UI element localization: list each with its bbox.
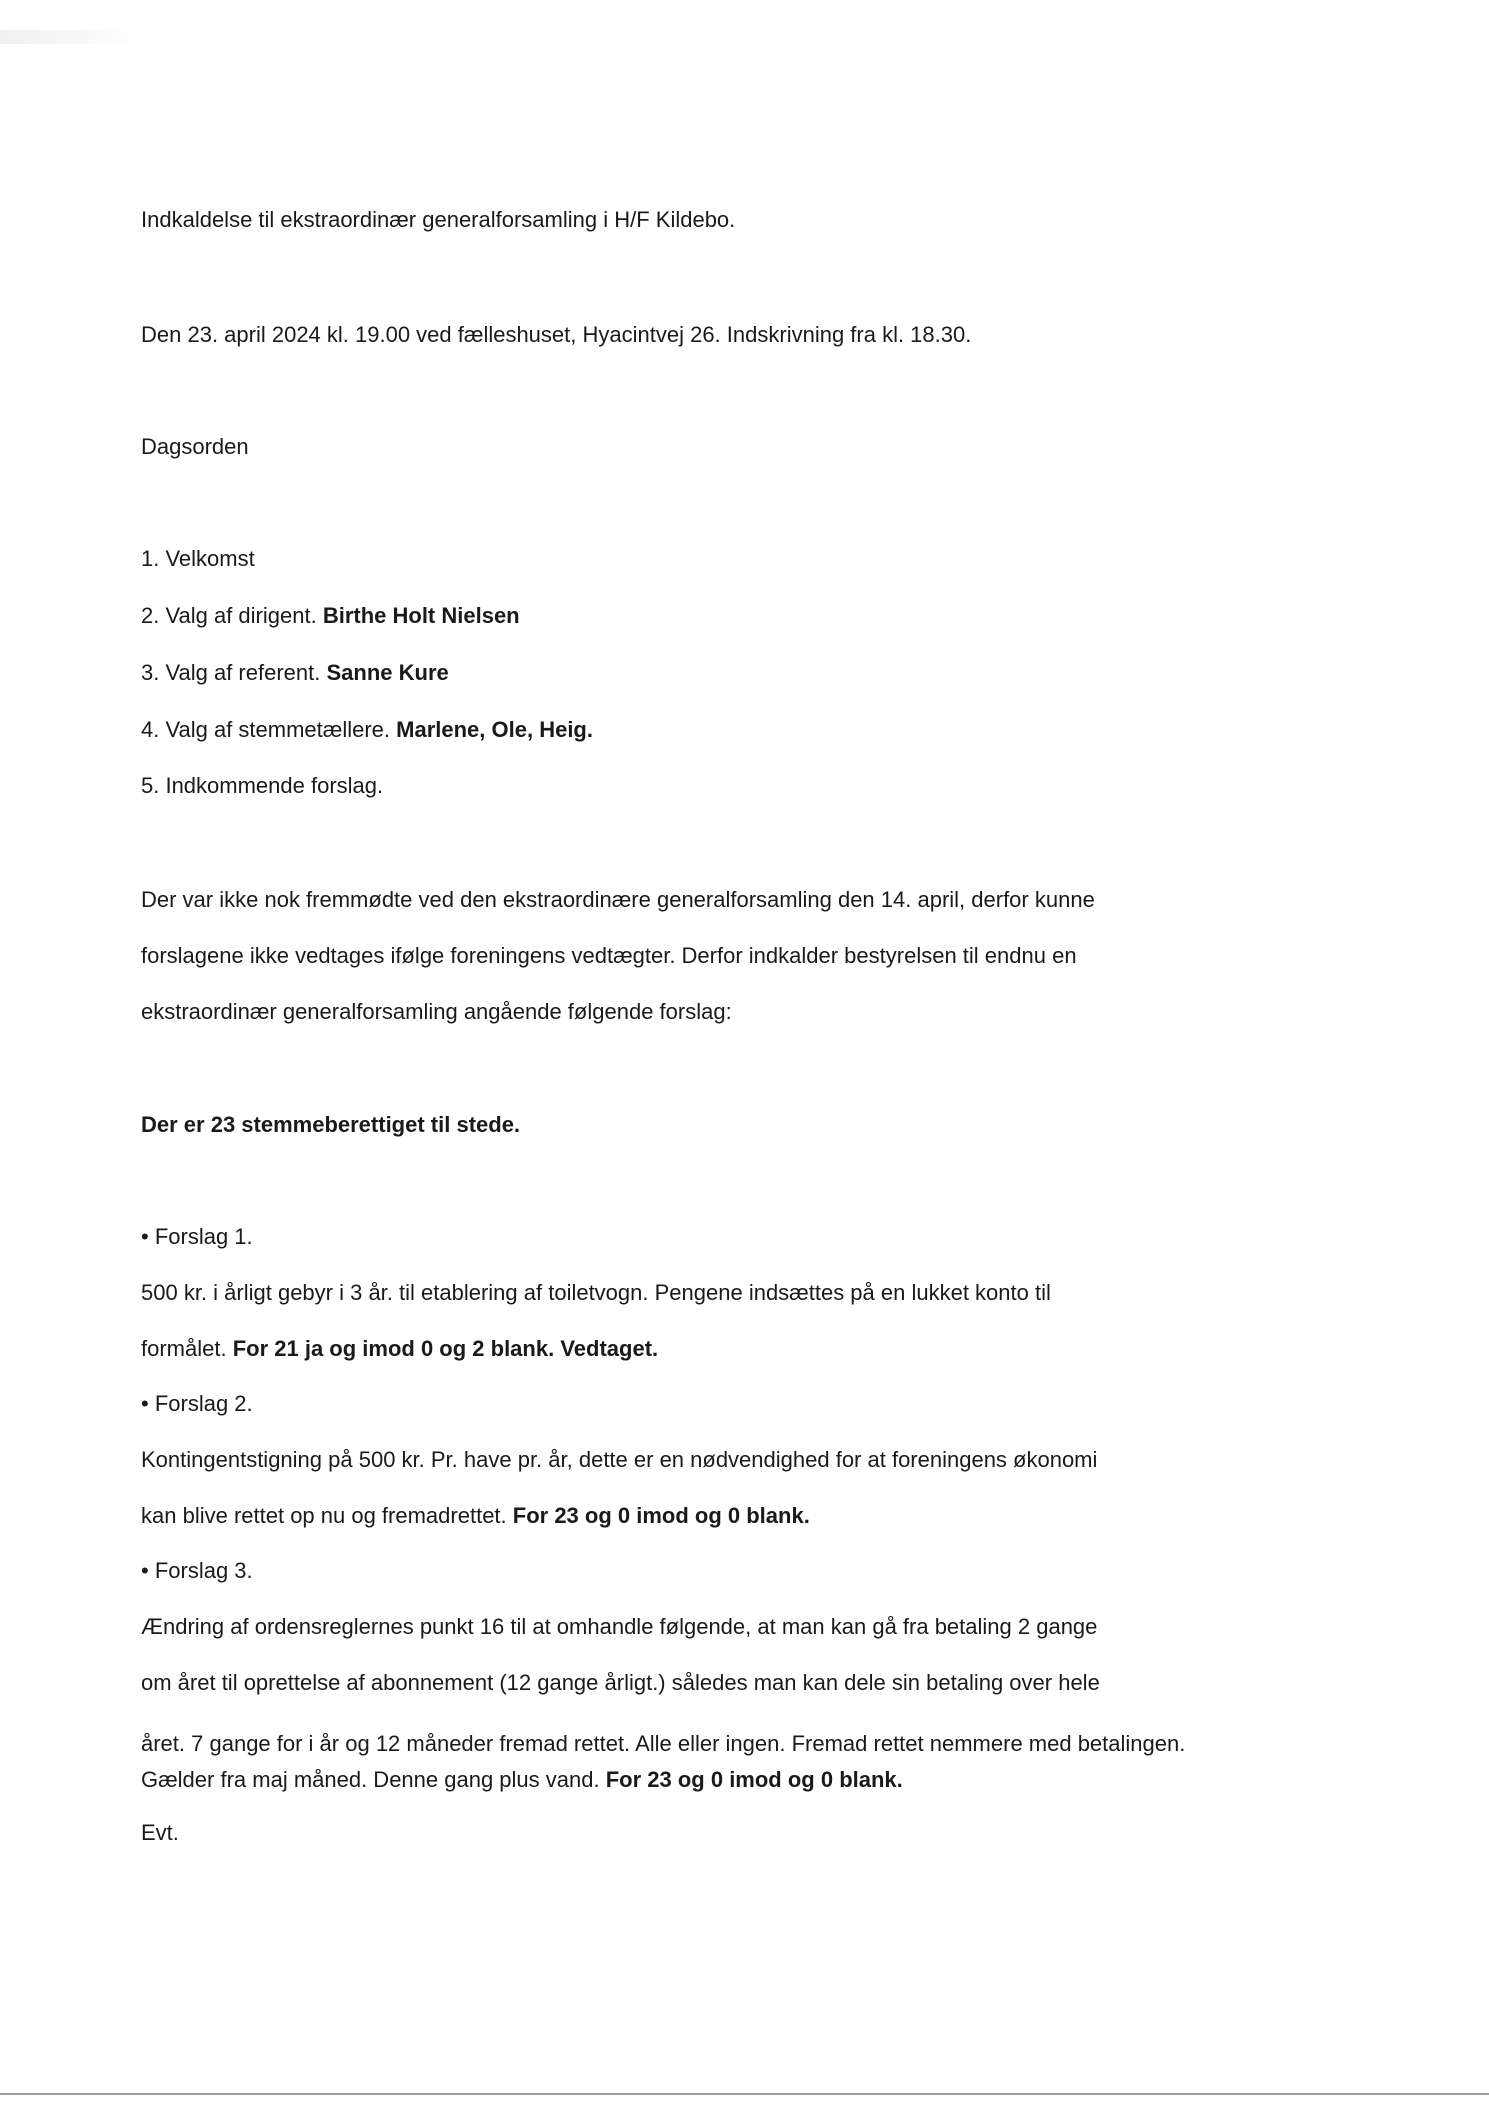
proposal-text: om året til oprettelse af abonnement (12 gange årligt.) således man kan dele sin betaling over hele — [141, 1670, 1100, 1695]
scan-shadow — [0, 30, 140, 44]
agenda-item: 5. Indkommende forslag. — [141, 773, 384, 798]
agenda-item: 2. Valg af dirigent. Birthe Holt Nielsen — [141, 603, 520, 628]
proposal-result: For 23 og 0 imod og 0 blank. — [605, 1767, 903, 1792]
attendance: Der er 23 stemmeberettiget til stede. — [141, 1112, 521, 1137]
document-title: Indkaldelse til ekstraordinær generalforsamling i H/F Kildebo. — [141, 207, 736, 232]
page-bottom-edge — [0, 2093, 1489, 2095]
proposal-heading: • Forslag 2. — [141, 1391, 253, 1416]
proposal-text: kan blive rettet op nu og fremadrettet. For 23 og 0 imod og 0 blank. — [141, 1503, 810, 1528]
proposal-text: 500 kr. i årligt gebyr i 3 år. til etablering af toiletvogn. Pengene indsættes på en lukket konto til — [141, 1280, 1051, 1305]
proposal-text: formålet. For 21 ja og imod 0 og 2 blank. Vedtaget. — [141, 1336, 659, 1361]
proposal-result: For 23 og 0 imod og 0 blank. — [512, 1503, 810, 1528]
proposal-result: For 21 ja og imod 0 og 2 blank. Vedtaget. — [232, 1336, 659, 1361]
proposal-text: Ændring af ordensreglernes punkt 16 til at omhandle følgende, at man kan gå fra betaling 2 gange — [141, 1614, 1098, 1639]
agenda-item: 4. Valg af stemmetællere. Marlene, Ole, Heig. — [141, 717, 593, 742]
agenda-item: 3. Valg af referent. Sanne Kure — [141, 660, 449, 685]
proposal-text: året. 7 gange for i år og 12 måneder fremad rettet. Alle eller ingen. Fremad rettet nemmere med betalingen. — [141, 1731, 1186, 1756]
agenda-item: 1. Velkomst — [141, 546, 255, 571]
agenda-heading: Dagsorden — [141, 434, 249, 459]
agenda-item-name: Marlene, Ole, Heig. — [396, 717, 593, 742]
meeting-info: Den 23. april 2024 kl. 19.00 ved fælleshuset, Hyacintvej 26. Indskrivning fra kl. 18.30. — [141, 322, 972, 347]
proposal-heading: • Forslag 3. — [141, 1558, 253, 1583]
intro-line: Der var ikke nok fremmødte ved den ekstraordinære generalforsamling den 14. april, derfor kunne — [141, 887, 1095, 912]
agenda-item-name: Birthe Holt Nielsen — [322, 603, 520, 628]
intro-line: forslagene ikke vedtages ifølge foreningens vedtægter. Derfor indkalder bestyrelsen til endnu en — [141, 943, 1077, 968]
closing: Evt. — [141, 1820, 179, 1845]
intro-line: ekstraordinær generalforsamling angående følgende forslag: — [141, 999, 732, 1024]
agenda-item-name: Sanne Kure — [326, 660, 449, 685]
proposal-text: Kontingentstigning på 500 kr. Pr. have pr. år, dette er en nødvendighed for at foreningens økonomi — [141, 1447, 1098, 1472]
proposal-heading: • Forslag 1. — [141, 1224, 253, 1249]
proposal-text: Gælder fra maj måned. Denne gang plus vand. For 23 og 0 imod og 0 blank. — [141, 1767, 903, 1792]
